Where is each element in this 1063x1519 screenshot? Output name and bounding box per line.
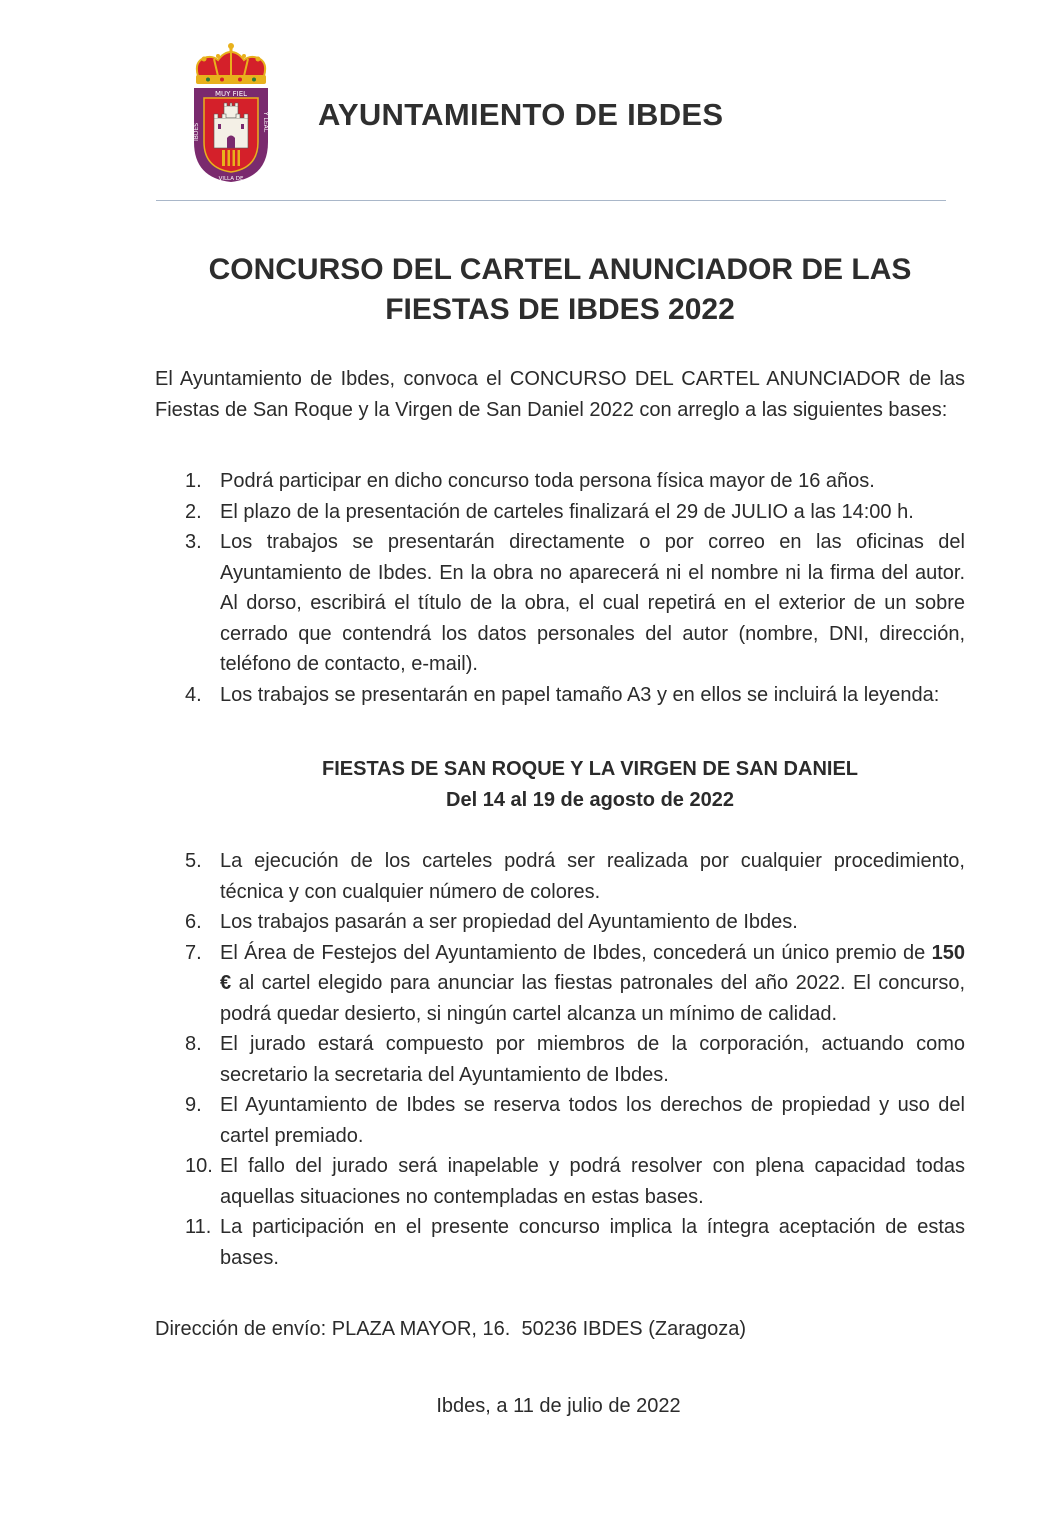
mailing-address: Dirección de envío: PLAZA MAYOR, 16. 50236 IBDES (Zaragoza) bbox=[155, 1318, 747, 1340]
list-item bbox=[155, 680, 965, 711]
list-number: 3. bbox=[185, 531, 202, 553]
list-item-text: El Ayuntamiento de Ibdes se reserva todos los derechos de propiedad y uso del cartel premiado. bbox=[220, 1094, 965, 1147]
list-number: 1. bbox=[185, 470, 202, 492]
list-number: 8. bbox=[185, 1033, 202, 1055]
list-item bbox=[155, 1212, 965, 1273]
bases-list-part-1 bbox=[155, 466, 965, 710]
crest-motto-bottom: VILLA DE bbox=[218, 176, 244, 182]
coat-of-arms-icon bbox=[190, 42, 272, 184]
list-item bbox=[155, 1151, 965, 1212]
list-number: 4. bbox=[185, 683, 202, 706]
bases-list-part-2 bbox=[155, 846, 965, 1273]
list-number: 11. bbox=[185, 1216, 212, 1238]
list-number: 5. bbox=[185, 850, 202, 872]
legend-line-1: FIESTAS DE SAN ROQUE Y LA VIRGEN DE SAN DANIEL bbox=[322, 758, 858, 780]
list-number: 6. bbox=[185, 911, 202, 933]
poster-legend bbox=[120, 754, 1060, 816]
document-title bbox=[120, 250, 1000, 330]
crown-icon bbox=[196, 43, 266, 84]
list-number: 2. bbox=[185, 500, 202, 523]
place-and-date: Ibdes, a 11 de julio de 2022 bbox=[436, 1395, 681, 1417]
list-item bbox=[155, 497, 965, 528]
list-item-text: Los trabajos se presentarán directamente o por correo en las oficinas del Ayuntamiento de Ibdes. En la obra no aparecerá ni el nombre ni la firma del autor. Al dorso, escribirá el título de la obra, el cual repetirá en el exterior de un sobre cerrado que contendrá los datos personales del autor (nombre, DNI, dirección, teléfono de contacto, e-mail). bbox=[220, 531, 965, 675]
list-item-text: Podrá participar en dicho concurso toda persona física mayor de 16 años. bbox=[220, 470, 875, 492]
crest-motto-left: IBDES bbox=[193, 122, 200, 142]
intro-paragraph: El Ayuntamiento de Ibdes, convoca el CONCURSO DEL CARTEL ANUNCIADOR de las Fiestas de San Roque y la Virgen de San Daniel 2022 con arreglo a las siguientes bases: bbox=[155, 368, 965, 421]
legend-line-2: Del 14 al 19 de agosto de 2022 bbox=[446, 789, 734, 811]
list-number: 9. bbox=[185, 1094, 202, 1116]
list-item-text: Los trabajos pasarán a ser propiedad del Ayuntamiento de Ibdes. bbox=[220, 911, 798, 933]
title-line-1: CONCURSO DEL CARTEL ANUNCIADOR DE LAS bbox=[208, 253, 912, 286]
list-item-text-after: al cartel elegido para anunciar las fiestas patronales del año 2022. El concurso, podrá quedar desierto, si ningún cartel alcanza un mínimo de calidad. bbox=[220, 972, 965, 1025]
organization-name: AYUNTAMIENTO DE IBDES bbox=[318, 97, 724, 132]
list-item-text: La ejecución de los carteles podrá ser realizada por cualquier procedimiento, técnica y con cualquier número de colores. bbox=[220, 850, 965, 903]
list-item-text: El plazo de la presentación de carteles finalizará el 29 de JULIO a las 14:00 h. bbox=[220, 500, 914, 523]
crest-motto-right: Y LEAL bbox=[262, 111, 269, 133]
crest-motto-top: MUY FIEL bbox=[214, 90, 248, 98]
list-item-text-before: El Área de Festejos del Ayuntamiento de Ibdes, concederá un único premio de bbox=[220, 941, 932, 964]
list-item-text: Los trabajos se presentarán en papel tamaño A3 y en ellos se incluirá la leyenda: bbox=[220, 683, 940, 706]
list-item bbox=[155, 938, 965, 1030]
list-item bbox=[155, 1029, 965, 1090]
list-item bbox=[155, 1090, 965, 1151]
list-item bbox=[155, 527, 965, 680]
list-item bbox=[155, 907, 965, 938]
list-number: 10. bbox=[185, 1155, 213, 1177]
list-item-text: La participación en el presente concurso implica la íntegra aceptación de estas bases. bbox=[220, 1216, 965, 1269]
heraldic-bars-icon bbox=[222, 150, 240, 166]
list-item-text: El fallo del jurado será inapelable y podrá resolver con plena capacidad todas aquellas situaciones no contempladas en estas bases. bbox=[220, 1155, 965, 1208]
list-number: 7. bbox=[185, 941, 202, 964]
list-item bbox=[155, 466, 965, 497]
list-item-text: El jurado estará compuesto por miembros de la corporación, actuando como secretario la secretaria del Ayuntamiento de Ibdes. bbox=[220, 1033, 965, 1086]
title-line-2: FIESTAS DE IBDES 2022 bbox=[385, 293, 735, 326]
header-divider bbox=[156, 200, 946, 201]
list-item bbox=[155, 846, 965, 907]
prize-amount: 150 € bbox=[220, 941, 965, 994]
